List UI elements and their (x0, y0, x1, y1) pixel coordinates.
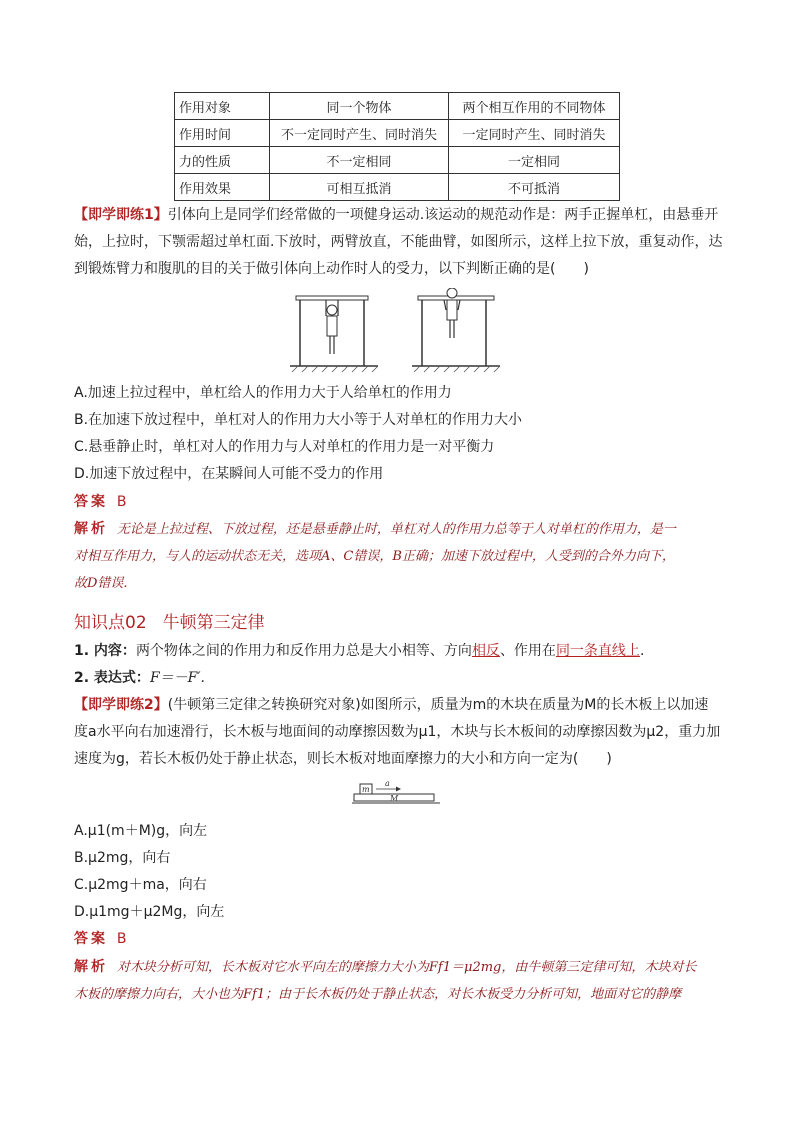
comparison-table (174, 92, 620, 201)
table-cell: 力的性质 (175, 147, 270, 174)
answer-value: B (116, 494, 127, 510)
table-cell: 作用时间 (175, 120, 270, 147)
exercise1-option-a: A.加速上拉过程中，单杠给人的作用力大于人给单杠的作用力 (74, 385, 452, 401)
exercise2-tag: 【即学即练2】 (74, 697, 168, 713)
law-content-mid: 、作用在 (499, 643, 556, 659)
section-heading (74, 608, 265, 633)
exercise1-line3: 到锻炼臂力和腹肌的目的关于做引体向上动作时人的受力，以下判断正确的是( ) (74, 261, 589, 277)
table-cell: 一定同时产生、同时消失 (449, 120, 620, 147)
table-cell: 可相互抵消 (270, 174, 449, 201)
table-cell: 不一定相同 (270, 147, 449, 174)
exercise1-option-c: C.悬垂静止时，单杠对人的作用力与人对单杠的作用力是一对平衡力 (74, 439, 495, 455)
exercise1-answer (74, 489, 724, 516)
law-expression (74, 665, 724, 692)
section-title: 牛顿第三定律 (162, 613, 265, 633)
exercise2-analysis (74, 954, 724, 981)
exercise2-option-c: C.μ2mg＋ma，向右 (74, 877, 207, 893)
analysis-label: 解析 (74, 959, 108, 975)
block-label: m (362, 785, 370, 794)
table-cell: 作用效果 (175, 174, 270, 201)
law-content (74, 638, 724, 665)
table-cell: 不一定同时产生、同时消失 (270, 120, 449, 147)
exercise2-option-a: A.μ1(m＋M)g，向左 (74, 823, 208, 839)
law-expr-label: 2. 表达式： (74, 670, 150, 686)
table-cell: 作用对象 (175, 93, 270, 120)
law-content-label: 1. 内容： (74, 643, 136, 659)
answer-label: 答案 (74, 494, 108, 510)
law-content-text: 两个物体之间的作用力和反作用力总是大小相等、方向 (135, 643, 472, 659)
table-row (175, 93, 620, 120)
answer-label: 答案 (74, 931, 108, 947)
exercise2-line1: (牛顿第三定律之转换研究对象)如图所示，质量为m的木块在质量为M的长木板上以加速 (167, 697, 709, 713)
table-row (175, 174, 620, 201)
exercise2-line3: 速度为g，若长木板仍处于静止状态，则长木板对地面摩擦力的大小和方向一定为( ) (74, 751, 612, 767)
answer-value: B (116, 931, 127, 947)
table-cell: 一定相同 (449, 147, 620, 174)
table-cell: 同一个物体 (270, 93, 449, 120)
analysis-label: 解析 (74, 521, 108, 537)
exercise1-line1: 引体向上是同学们经常做的一项健身运动.该运动的规范动作是：两手正握单杠，由悬垂开 (167, 207, 719, 223)
board-label: M (390, 794, 399, 803)
analysis-line1: 对木块分析可知，长木板对它水平向左的摩擦力大小为Ff1＝μ2mg，由牛顿第三定律可知，木块对长 (116, 960, 697, 975)
table-cell: 不可抵消 (449, 174, 620, 201)
analysis-line1: 无论是上拉过程、下放过程，还是悬垂静止时，单杠对人的作用力总等于人对单杠的作用力，是一 (116, 522, 676, 537)
exercise2-answer (74, 926, 724, 953)
analysis-line2: 木板的摩擦力向右，大小也为Ff1；由于长木板仍处于静止状态，对长木板受力分析可知，地面对它的静摩 (74, 987, 682, 1002)
pullup-figure (280, 288, 520, 374)
analysis-line3: 故D错误. (74, 576, 128, 591)
blank-answer-2: 同一条直线上 (555, 643, 640, 659)
table-row (175, 120, 620, 147)
section-number: 知识点02 (74, 613, 147, 633)
acceleration-label: a (385, 780, 390, 788)
exercise2-option-d: D.μ1mg＋μ2Mg，向左 (74, 904, 225, 920)
exercise2-line2: 度a水平向右加速滑行，长木板与地面间的动摩擦因数为μ1，木块与长木板间的动摩擦因数为μ2，重力加 (74, 724, 721, 740)
table-cell: 两个相互作用的不同物体 (449, 93, 620, 120)
exercise1-line2: 始，上拉时，下颚需超过单杠面.下放时，两臂放直，不能曲臂，如图所示，这样上拉下放，重复动作，达 (74, 234, 723, 250)
exercise2-question (74, 692, 724, 719)
blank-answer-1: 相反 (471, 643, 500, 659)
exercise1-question (74, 202, 724, 229)
exercise1-analysis (74, 516, 724, 543)
exercise1-option-b: B.在加速下放过程中，单杠对人的作用力大小等于人对单杠的作用力大小 (74, 412, 523, 428)
block-board-figure (352, 780, 442, 808)
analysis-line2: 对相互作用力，与人的运动状态无关，选项A、C错误，B正确；加速下放过程中，人受到的合外力向下， (74, 549, 675, 564)
law-content-end: . (639, 643, 645, 659)
table-row (175, 147, 620, 174)
exercise2-option-b: B.μ2mg，向右 (74, 850, 171, 866)
law-expr: F＝－F′. (149, 670, 205, 686)
exercise1-option-d: D.加速下放过程中，在某瞬间人可能不受力的作用 (74, 466, 384, 482)
exercise1-tag: 【即学即练1】 (74, 207, 168, 223)
